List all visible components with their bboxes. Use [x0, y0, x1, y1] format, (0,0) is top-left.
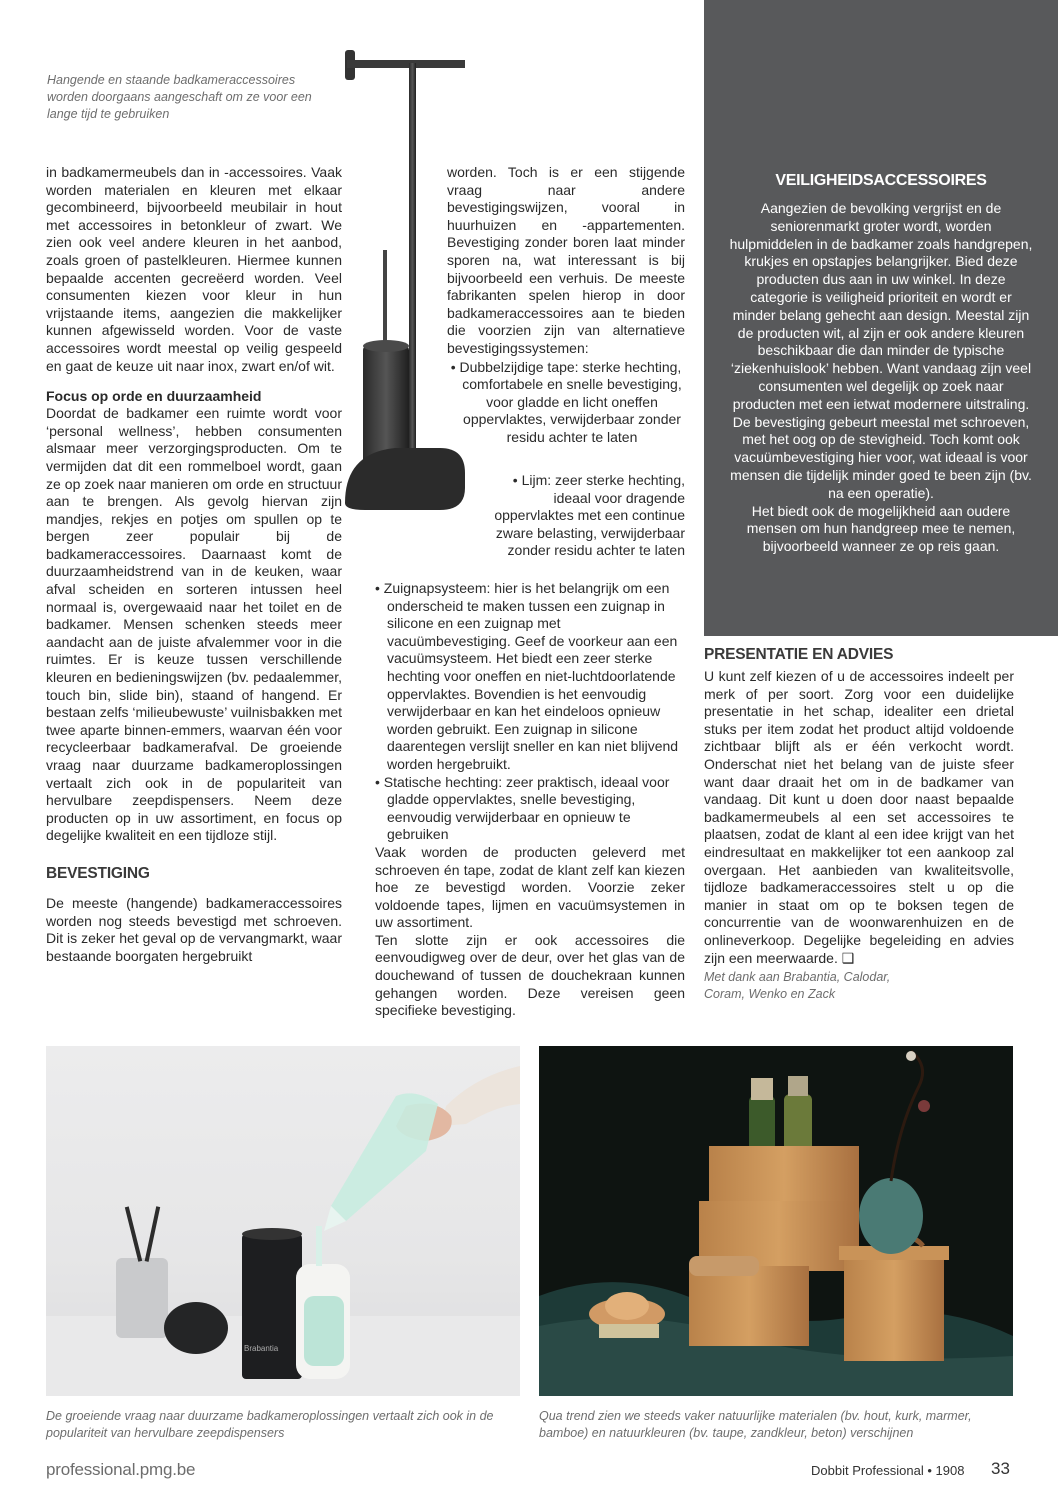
bullet-tape: • Dubbelzijdige tape: sterke hechting, comfortabele en snelle bevestiging, voor gladde en licht oneffen oppervlaktes, verwijderbaar zonder residu achter te laten: [450, 358, 682, 445]
toilet-stand-image: [335, 48, 465, 516]
safety-sidebar: [704, 0, 1058, 636]
footer-website[interactable]: professional.pmg.be: [46, 1460, 196, 1479]
bullet-lijm: • Lijm: zeer sterke hechting, ideaal voor dragende oppervlaktes met een continue zware belasting, verwijderbaar zonder residu achter te laten: [494, 472, 685, 559]
credits: Met dank aan Brabantia, Calodar, Coram, Wenko en Zack: [704, 970, 891, 1002]
col3-paragraph: [704, 668, 1014, 967]
col1-paragraph-2: Doordat de badkamer een ruimte wordt voor ‘personal wellness’, hebben consumenten alsmaar meer verzorgingsproducten. Om te vermijden dat dit een rommelboel wordt, gaan ze op zoek naar manieren om orde en structuur aan te brengen. Als gevolg hiervan zijn mandjes, rekjes en potjes om spullen op te bergen zeer populair bij de badkameraccessoires. Daarnaast komt de duurzaamheidstrend van in de keuken, waar afval scheiden en sorteren intussen heel normaal is, overgewaaid naar het toilet en de badkamer. Mensen schenken steeds meer aandacht aan de juiste afvalemmer voor in die ruimtes. Er is keuze tussen verschillende kleuren en bedieningswijzen (bv. pedaalemmer, touch bin, slide bin), staand of hangend. Er bestaan zelfs ‘milieubewuste’ vuilnisbakken met twee aparte binnen-emmers, waarvan één voor recycleerbaar badkamerafval. De groeiende vraag naar duurzame badkameroplossingen vertaalt zich ook in de populariteit van hervulbare zeepdispensers. Neem deze producten op in uw assortiment, en focus op degelijke kwaliteit en een tijdloze stijl.: [46, 405, 342, 844]
sidebar-text-2: Het biedt ook de mogelijkheid aan oudere mensen om hun handgreep mee te nemen, bijvoorbeeld wanneer ze op reis gaan.: [746, 502, 1016, 555]
col2-paragraph-2: Vaak worden de producten geleverd met schroeven én tape, zodat de klant zelf kan kiezen hoe ze bevestigd worden. Voorzie zeker voldoende tapes, lijmen en vacuümsystemen in uw assortiment.: [375, 843, 685, 931]
bullet-zuignap: • Zuignapsysteem: hier is het belangrijk om een onderscheid te maken tussen een zuignap in silicone en een zuignap met vacuümbevestiging. Geef de voorkeur aan een vacuümsysteem. Het biedt een zeer sterke hechting voor oneffen en niet-luchtdoorlatende oppervlaktes. Bovendien is het eenvoudig verwijderbaar en kan het eindeloos opnieuw worden gebruikt. Een zuignap in silicone daarentegen verslijt sneller en kan niet blijvend worden hergebruikt.: [375, 580, 679, 772]
col2-paragraph-1: worden. Toch is er een stijgende vraag naar andere bevestigingswijzen, vooral in huurhuizen en -appartementen. Bevestiging zonder boren laat minder sporen na, wat interessant is bij bijvoorbeeld een verhuis. De meeste fabrikanten spelen hierop in door badkameraccessoires aan te bieden die voorzien zijn van alternatieve bevestigingssystemen:: [447, 164, 685, 356]
col1-paragraph-1: in badkamermeubels dan in -accessoires. Vaak worden materialen en kleuren met elkaar gecombineerd, bijvoorbeeld meubilair in hout met accessoires in betonkleur of zwart. We zien ook veel andere kleuren in het aanbod, zoals groen of pastelkleuren. Hiermee kunnen bepaalde accenten gecreëerd worden. Veel consumenten kiezen voor kleur in hun vrijstaande items, aangezien die makkelijker kunnen afgewisseld worden. Voor de vaste accessoires wordt meestal op veilig gespeeld en gaat de keuze uit naar inox, zwart en/of wit.: [46, 164, 342, 374]
top-image-caption: Hangende en staande badkameraccessoires worden doorgaans aangeschaft om ze voor een lange tijd te gebruiken: [47, 73, 312, 121]
footer-magazine: Dobbit Professional • 1908: [811, 1463, 965, 1478]
photo-soap-dispenser: [46, 1046, 520, 1396]
subheading-focus: Focus op orde en duurzaamheid: [46, 388, 262, 405]
bullet-statisch: • Statische hechting: zeer praktisch, ideaal voor gladde oppervlaktes, snelle bevestiging, eenvoudig verwijderbaar en opnieuw te gebruiken: [375, 773, 670, 843]
photo-bamboo-accessories: [539, 1046, 1013, 1396]
photo-right-caption: Qua trend zien we steeds vaker natuurlijke materialen (bv. hout, kurk, marmer, bamboe) en natuurkleuren (bv. taupe, zandkleur, beton) verschijnen: [539, 1409, 972, 1440]
sidebar-title: VEILIGHEIDSACCESSOIRES: [775, 172, 987, 189]
heading-presentatie: PRESENTATIE EN ADVIES: [704, 646, 894, 663]
bamboo-scene-illustration: [539, 1046, 1013, 1396]
heading-bevestiging: BEVESTIGING: [46, 864, 150, 882]
end-mark: ❑: [841, 949, 855, 966]
photo-left-caption: De groeiende vraag naar duurzame badkameroplossingen vertaalt zich ook in de populariteit van hervulbare zeepdispensers: [46, 1409, 494, 1440]
column-1: [46, 164, 342, 965]
page-number: 33: [991, 1459, 1010, 1478]
brand-label: Brabantia: [244, 1344, 279, 1353]
col2-paragraph-3: Ten slotte zijn er ook accessoires die eenvoudigweg over de deur, over het glas van de douchewand of tussen de douchekraan kunnen gehangen worden. Deze vereisen geen specifieke bevestiging.: [375, 931, 685, 1019]
sidebar-text-1: Aangezien de bevolking vergrijst en de seniorenmarkt groter wordt, worden hulpmiddelen in de badkamer zoals handgrepen, krukjes en opstapjes belangrijker. Bied deze producten dus aan in uw winkel. In deze categorie is veiligheid prioriteit en wordt er minder belang gehecht aan design. Meestal zijn de producten wit, al zijn er ook andere kleuren beschikbaar die dan minder de typische ‘ziekenhuislook’ hebben. Want vandaag zijn veel consumenten wel degelijk op zoek naar producten met een ietwat modernere uitstraling. De bevestiging gebeurt meestal met schroeven, met het oog op de stevigheid. Toch komt ook vacuümbevestiging hier voor, wat ideaal is voor mensen die tijdelijk minder goed te been zijn (bv. na een operatie).: [729, 200, 1033, 501]
column-2-mid: [480, 472, 685, 560]
column-2-top: [447, 164, 685, 447]
col3-paragraph-text: U kunt zelf kiezen of u de accessoires indeelt per merk of per soort. Zorg voor een duidelijke presentatie in het schap, idealiter een drietal stuks per item zodat het product altijd voldoende zichtbaar blijft als er één verkocht wordt. Onderschat niet het belang van de juiste sfeer want daar draait het om in de badkamer van vandaag. Dit kunt u doen door naast bepaalde badkamermeubels al een set accessoires te plaatsen, zodat de klant al een idee krijgt van het eindresultaat en makkelijker tot een aankoop zal overgaan. Het aanbieden van kwaliteitsvolle, tijdloze badkameraccessoires stelt u op die manier in staat om op te boksen tegen de concurrentie van de woonwarenhuizen en de onlineverkoop. Degelijke begeleiding en advies zijn een meerwaarde.: [704, 668, 1014, 966]
column-2-bottom: [375, 580, 685, 1020]
column-3: [704, 646, 1014, 1003]
soap-scene-illustration: [46, 1046, 520, 1396]
col1-paragraph-3: De meeste (hangende) badkameraccessoires worden nog steeds bevestigd met schroeven. Dit is zeker het geval op de vervangmarkt, waar bestaande boorgaten hergebruikt: [46, 894, 342, 964]
